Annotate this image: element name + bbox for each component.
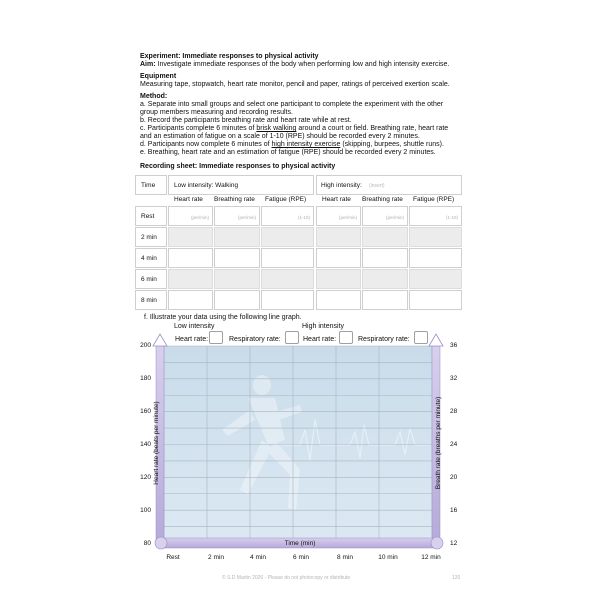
- x-tick: 2 min: [208, 554, 224, 561]
- y-left-axis-label: Heart rate (beats per minute): [153, 401, 160, 485]
- recording-title: Recording sheet: Immediate responses to physical activity: [140, 163, 336, 170]
- row-label: 2 min: [141, 234, 157, 241]
- method-d-underlined: high intensity exercise: [271, 141, 341, 148]
- row-label: 4 min: [141, 255, 157, 262]
- y-right-tick: 12: [450, 540, 458, 547]
- method-step-b: b. Record the participants breathing rate and heart rate while at rest.: [140, 117, 352, 124]
- row-label: 6 min: [141, 276, 157, 283]
- time-header-label: Time: [141, 182, 156, 189]
- unit-hint: (per/min): [237, 215, 256, 220]
- low-col-heart-rate: Heart rate: [174, 196, 203, 203]
- method-c-underlined: brisk walking: [256, 125, 297, 132]
- method-step-a2: group members measuring and recording results.: [140, 109, 293, 116]
- experiment-title: Experiment: Immediate responses to physical activity: [140, 53, 319, 60]
- equipment-text: Measuring tape, stopwatch, heart rate monitor, pencil and paper, ratings of perceived exertion scale.: [140, 81, 450, 88]
- high-intensity-key-title: High intensity: [302, 323, 345, 330]
- low-col-fatigue: Fatigue (RPE): [265, 196, 307, 203]
- copyright-footer: © S.D Martin 2026 - Please do not photocopy or distribute: [222, 575, 351, 581]
- y-right-tick: 16: [450, 507, 458, 514]
- x-tick: Rest: [166, 554, 180, 561]
- x-tick: 12 min: [421, 554, 441, 561]
- row-label: Rest: [141, 213, 155, 220]
- y-right-tick: 24: [450, 441, 458, 448]
- y-left-tick: 200: [140, 342, 151, 349]
- low-col-breathing-rate: Breathing rate: [214, 196, 255, 203]
- high-col-fatigue: Fatigue (RPE): [413, 196, 455, 203]
- high-heart-rate-key-label: Heart rate:: [303, 336, 337, 343]
- low-intensity-key-title: Low intensity: [174, 323, 215, 330]
- method-step-a1: a. Separate into small groups and select one participant to complete the experiment with the other: [140, 101, 444, 108]
- method-step-e: e. Breathing, heart rate and an estimation of fatigue (RPE) should be recorded every 2 minutes.: [140, 149, 436, 156]
- unit-hint: (per/min): [385, 215, 404, 220]
- y-left-tick: 120: [140, 474, 151, 481]
- x-tick: 10 min: [378, 554, 398, 561]
- unit-hint: (per/min): [190, 215, 209, 220]
- method-step-c2: and an estimation of fatigue on a scale of 1-10 (RPE) should be recorded every 2 minutes.: [140, 133, 420, 140]
- y-right-tick: 36: [450, 342, 458, 349]
- row-label: 8 min: [141, 297, 157, 304]
- y-right-tick: 32: [450, 375, 458, 382]
- high-resp-rate-key-label: Respiratory rate:: [358, 336, 410, 343]
- origin-left-node: [155, 537, 167, 549]
- page-number: 120: [452, 575, 461, 581]
- y-left-tick: 180: [140, 375, 151, 382]
- unit-hint: (1-10): [297, 215, 310, 220]
- x-tick: 8 min: [337, 554, 353, 561]
- method-d-post: (skipping, burpees, shuttle runs).: [340, 141, 444, 148]
- x-tick: 6 min: [293, 554, 309, 561]
- method-c-post: around a court or field. Breathing rate, heart rate: [296, 125, 449, 132]
- method-c-pre: c. Participants complete 6 minutes of: [140, 125, 257, 132]
- high-intensity-placeholder[interactable]: (insert): [369, 183, 385, 189]
- x-tick: 4 min: [250, 554, 266, 561]
- y-left-tick: 140: [140, 441, 151, 448]
- y-left-tick: 100: [140, 507, 151, 514]
- method-title: Method:: [140, 93, 168, 100]
- unit-hint: (per/min): [338, 215, 357, 220]
- y-right-axis-label: Breath rate (breaths per minute): [435, 396, 442, 490]
- y-left-tick: 160: [140, 408, 151, 415]
- right-axis-arrow-icon: [429, 334, 443, 346]
- method-d-pre: d. Participants now complete 6 minutes of: [140, 141, 272, 148]
- x-axis-label: Time (min): [284, 540, 316, 547]
- left-axis-arrow-icon: [153, 334, 167, 346]
- y-right-tick: 20: [450, 474, 458, 481]
- low-resp-rate-key-label: Respiratory rate:: [229, 336, 281, 343]
- high-col-heart-rate: Heart rate: [322, 196, 351, 203]
- low-intensity-header-label: Low intensity: Walking: [174, 182, 239, 189]
- high-intensity-header-label: High intensity:: [321, 182, 362, 189]
- low-heart-rate-key-label: Heart rate:: [175, 336, 209, 343]
- origin-right-node: [431, 537, 443, 549]
- graph-instruction: f. Illustrate your data using the following line graph.: [144, 314, 302, 321]
- y-right-tick: 28: [450, 408, 458, 415]
- unit-hint: (1-10): [445, 215, 458, 220]
- aim-label: Aim:: [140, 61, 156, 68]
- high-col-breathing-rate: Breathing rate: [362, 196, 403, 203]
- aim-text: Investigate immediate responses of the body when performing low and high intensity exercise.: [157, 61, 450, 68]
- y-left-tick: 80: [143, 540, 151, 547]
- equipment-title: Equipment: [140, 73, 177, 80]
